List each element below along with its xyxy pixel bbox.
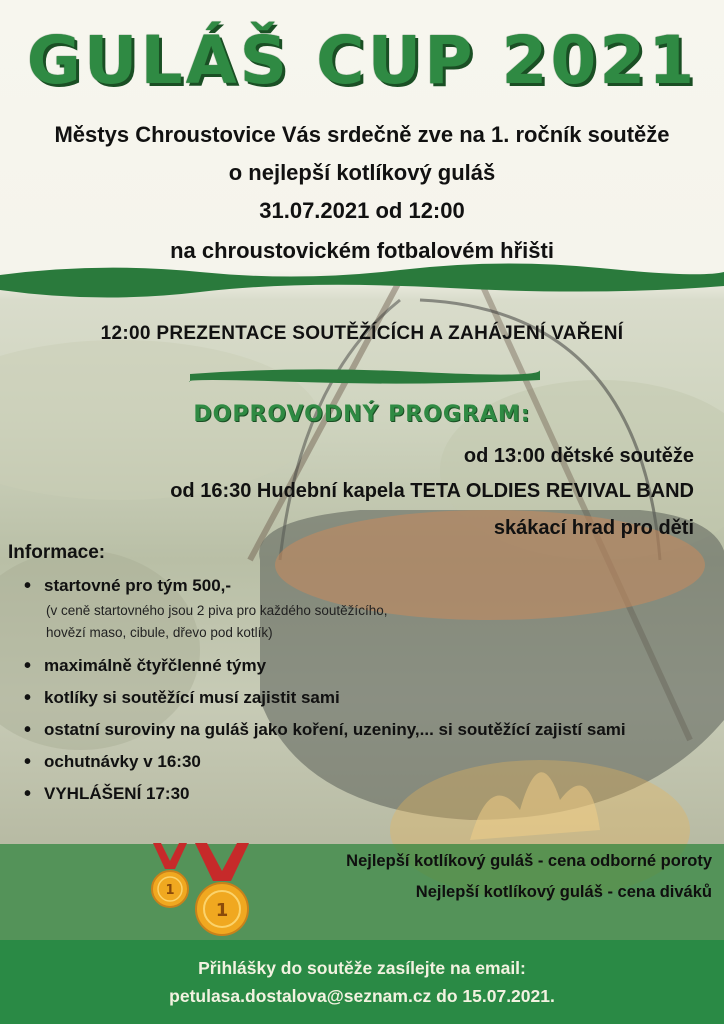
info-item: • ochutnávky v 16:30 (18, 750, 708, 774)
footer-band (0, 940, 724, 1024)
info-item: • startovné pro tým 500,- (18, 574, 708, 598)
registration-email: petulasa.dostalova@seznam.cz do 15.07.2021. (169, 986, 555, 1006)
medal-label: 1 (165, 883, 175, 898)
info-item: • VYHLÁŠENÍ 17:30 (18, 782, 708, 806)
info-item: • maximálně čtyřčlenné týmy (18, 654, 708, 678)
info-item: • ostatní suroviny na guláš jako koření, uzeniny,... si soutěžící zajistí sami (18, 718, 708, 742)
medal-icon (189, 843, 255, 939)
presentation-time: 12:00 PREZENTACE SOUTĚŽÍCÍCH A ZAHÁJENÍ VAŘENÍ (100, 323, 624, 344)
medal-icon (145, 843, 195, 909)
program-item: od 13:00 dětské soutěže (463, 445, 694, 467)
event-date: 31.07.2021 od 12:00 (259, 198, 465, 223)
invitation-line: o nejlepší kotlíkový guláš (228, 160, 496, 185)
info-list (18, 574, 708, 814)
fee-note-line: (v ceně startovného jsou 2 piva pro každého soutěžícího, (46, 603, 388, 618)
registration-text: Přihlášky do soutěže zasílejte na email: (198, 958, 526, 978)
info-item: • kotlíky si soutěžící musí zajistit sami (18, 686, 708, 710)
program-item: skákací hrad pro děti (493, 517, 694, 539)
medal-label: 1 (215, 900, 229, 921)
poster-title: GULÁŠ CUP 2021 (26, 22, 698, 99)
invitation-line: Městys Chroustovice Vás srdečně zve na 1. ročník soutěže (54, 122, 670, 147)
fee-note (18, 600, 708, 644)
info-heading: Informace: (8, 542, 106, 563)
program-item: od 16:30 Hudební kapela TETA OLDIES REVIVAL BAND (170, 480, 694, 502)
program-heading: DOPROVODNÝ PROGRAM: (193, 402, 531, 427)
prize-jury: Nejlepší kotlíkový guláš - cena odborné poroty (346, 852, 712, 870)
event-venue: na chroustovickém fotbalovém hřišti (170, 238, 554, 263)
prize-audience: Nejlepší kotlíkový guláš - cena diváků (415, 883, 712, 901)
fee-note-line: hovězí maso, cibule, dřevo pod kotlík) (46, 625, 273, 640)
